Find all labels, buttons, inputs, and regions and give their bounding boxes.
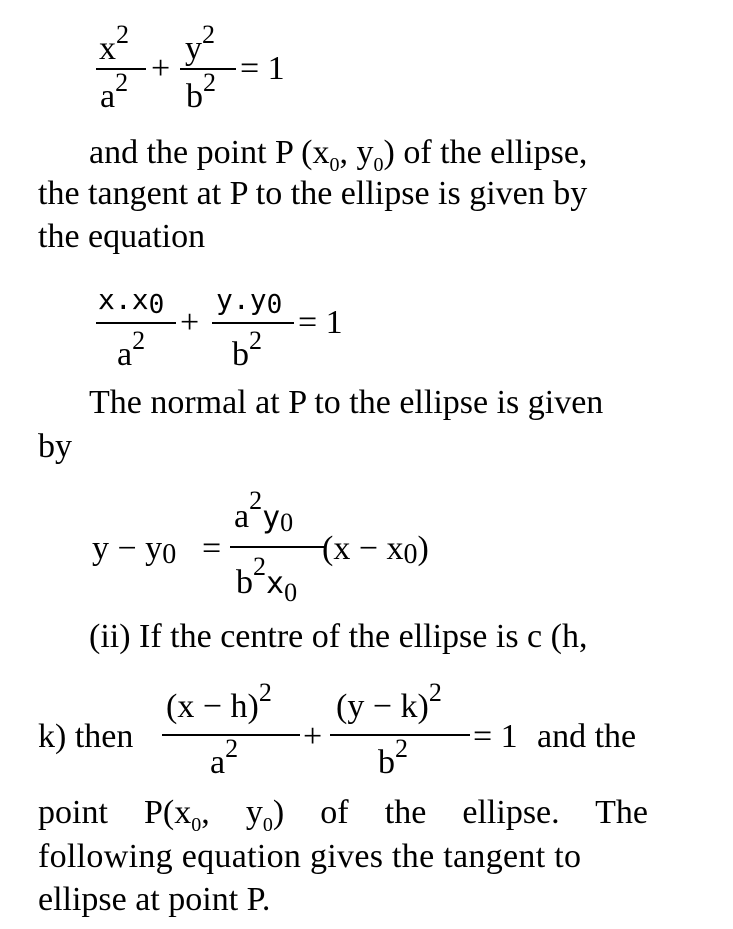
eq2-fraction-bar-left [96, 322, 176, 324]
eq4-plus: + [303, 718, 323, 755]
eq4-denominator-right: $b^2$ [378, 734, 408, 781]
para2-line2: by [38, 428, 72, 465]
eq2-denominator-right: $b^2$ [232, 326, 262, 373]
eq3-numerator: $a^2y0$ [234, 486, 294, 537]
eq3-fraction-bar [230, 546, 326, 548]
eq1-denominator-b: $b^2$ [186, 68, 216, 115]
eq1-denominator-a: $a^2$ [100, 68, 129, 115]
para3-line1: (ii) If the centre of the ellipse is c (h, [89, 618, 588, 655]
para1-line2: the tangent at P to the ellipse is given by [38, 175, 588, 212]
eq2-numerator-right: y.y0 [216, 283, 283, 320]
eq2-rhs: = 1 [298, 304, 343, 341]
eq3-lhs: y − y0 [92, 530, 177, 570]
eq1-rhs: = 1 [240, 50, 285, 87]
para4-line3: ellipse at point P. [38, 881, 271, 918]
para3-line2-start: k) then [38, 718, 134, 755]
eq1-numerator-x: $x^2$ [99, 20, 129, 67]
eq2-numerator-left: x.x0 [98, 283, 165, 320]
eq1-numerator-y: $y^2$ [185, 20, 215, 67]
para3-line2-end: and the [537, 718, 637, 755]
eq4-denominator-left: $a^2$ [210, 734, 239, 781]
para1-line3: the equation [38, 218, 206, 255]
para4-line2: following equation gives the tangent to [38, 838, 582, 875]
para2-line1: The normal at P to the ellipse is given [89, 384, 604, 421]
eq3-rhs: (x − x0) [322, 530, 429, 570]
eq4-numerator-left: $(x - h)^2$ [166, 678, 272, 725]
eq4-rhs: = 1 [473, 718, 518, 755]
eq2-plus: + [180, 304, 200, 341]
eq4-numerator-right: $(y - k)^2$ [336, 678, 442, 725]
para1-line1: and the point P ($x_0$, $y_0$) of the ellipse, [89, 134, 588, 176]
eq2-fraction-bar-right [212, 322, 294, 324]
eq1-plus: + [151, 50, 171, 87]
eq3-denominator: $b^2x_0$ [236, 552, 298, 607]
para4-line1: point $P(x_0$, $y_0$) of the ellipse. The [38, 794, 649, 836]
eq2-denominator-left: $a^2$ [117, 326, 146, 373]
eq3-equals: = [202, 530, 222, 567]
